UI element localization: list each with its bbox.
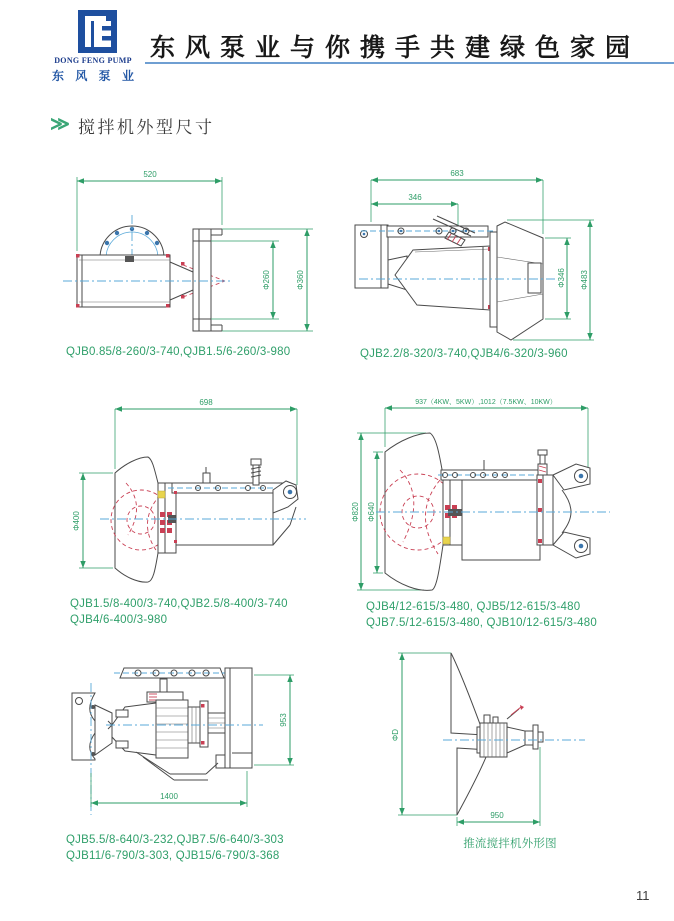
svg-text:Φ260: Φ260: [262, 270, 271, 290]
figure-caption: QJB0.85/8-260/3-740,QJB1.5/6-260/3-980: [66, 346, 291, 358]
svg-text:698: 698: [199, 398, 213, 407]
header-slogan: 东风泵业与你携手共建绿色家园: [150, 33, 641, 62]
dimension-partial: [371, 193, 458, 226]
end-plate: [537, 475, 553, 545]
motor-body: [395, 246, 492, 310]
page-number: 11: [636, 888, 650, 903]
fork-bracket: [553, 464, 590, 558]
svg-text:Φ346: Φ346: [557, 268, 566, 288]
figure-mixer-400: [48, 395, 338, 600]
dimension-inner-diameter: [367, 452, 383, 573]
company-logo: [45, 8, 141, 88]
motor-body: [168, 467, 286, 545]
svg-text:Φ820: Φ820: [351, 502, 360, 522]
coupling-shaft: [188, 701, 225, 747]
dimension-inner-diameter: [211, 241, 279, 319]
figure-mixer-260: [55, 165, 335, 350]
svg-text:ΦD: ΦD: [391, 728, 400, 742]
figure-mixer-320: [345, 162, 645, 357]
lifting-eye-bolt: [251, 459, 261, 485]
mounting-flange: [443, 475, 462, 545]
svg-text:Φ400: Φ400: [72, 511, 81, 531]
duct-bell: [115, 457, 158, 582]
section-marker-icon: ≫: [50, 114, 70, 135]
dimension-outer-diameter: [351, 433, 426, 590]
figure-caption: 推流搅拌机外形图: [463, 838, 557, 850]
figure-caption: QJB5.5/8-640/3-232,QJB7.5/6-640/3-303 QJB11/6-790/3-303, QJB15/6-790/3-368: [66, 834, 284, 862]
figure-caption: QJB4/12-615/3-480, QJB5/12-615/3-480 QJB7.5/12-615/3-480, QJB10/12-615/3-480: [366, 601, 597, 629]
svg-text:Φ640: Φ640: [367, 502, 376, 522]
svg-text:953: 953: [279, 713, 288, 727]
dimension-width: [371, 169, 543, 234]
dimension-width: [385, 398, 588, 467]
dimension-inner-diameter: [545, 238, 571, 319]
section-title: 搅拌机外型尺寸: [78, 118, 215, 137]
propeller-hub: [112, 703, 156, 755]
svg-text:520: 520: [143, 170, 157, 179]
propeller: [490, 222, 543, 340]
svg-text:937（4KW、5KW）,1012（7.5KW、10KW）: 937（4KW、5KW）,1012（7.5KW、10KW）: [415, 399, 557, 406]
svg-text:683: 683: [450, 169, 464, 178]
header-rule: [145, 62, 674, 64]
ring-shroud: [193, 229, 222, 331]
figure-mixer-615: [348, 392, 658, 614]
logo-text-cn: 东 风 泵 业: [51, 69, 138, 83]
dimension-diameter: [391, 653, 457, 815]
motor-shaft: [507, 725, 543, 753]
rear-bracket: [273, 481, 298, 545]
svg-text:950: 950: [490, 811, 504, 820]
svg-text:Φ483: Φ483: [580, 270, 589, 290]
figure-caption: QJB2.2/8-320/3-740,QJB4/6-320/3-960: [360, 348, 568, 360]
figure-mixer-640: [48, 655, 348, 831]
logo-mark-icon: [78, 10, 117, 53]
figure-flow-mixer: [385, 645, 635, 835]
cable-gland: [538, 450, 547, 475]
dimension-height: [254, 675, 294, 765]
figure-caption: QJB1.5/8-400/3-740,QJB2.5/8-400/3-740 QJB4/6-400/3-980: [70, 598, 288, 626]
top-mounting-plate: [114, 668, 230, 678]
logo-text-en: DONG FENG PUMP: [54, 56, 132, 65]
svg-text:1400: 1400: [160, 792, 178, 801]
svg-text:Φ360: Φ360: [296, 270, 305, 290]
dimension-diameter: [72, 473, 113, 568]
wall-plate: [72, 683, 95, 815]
svg-text:346: 346: [408, 193, 422, 202]
